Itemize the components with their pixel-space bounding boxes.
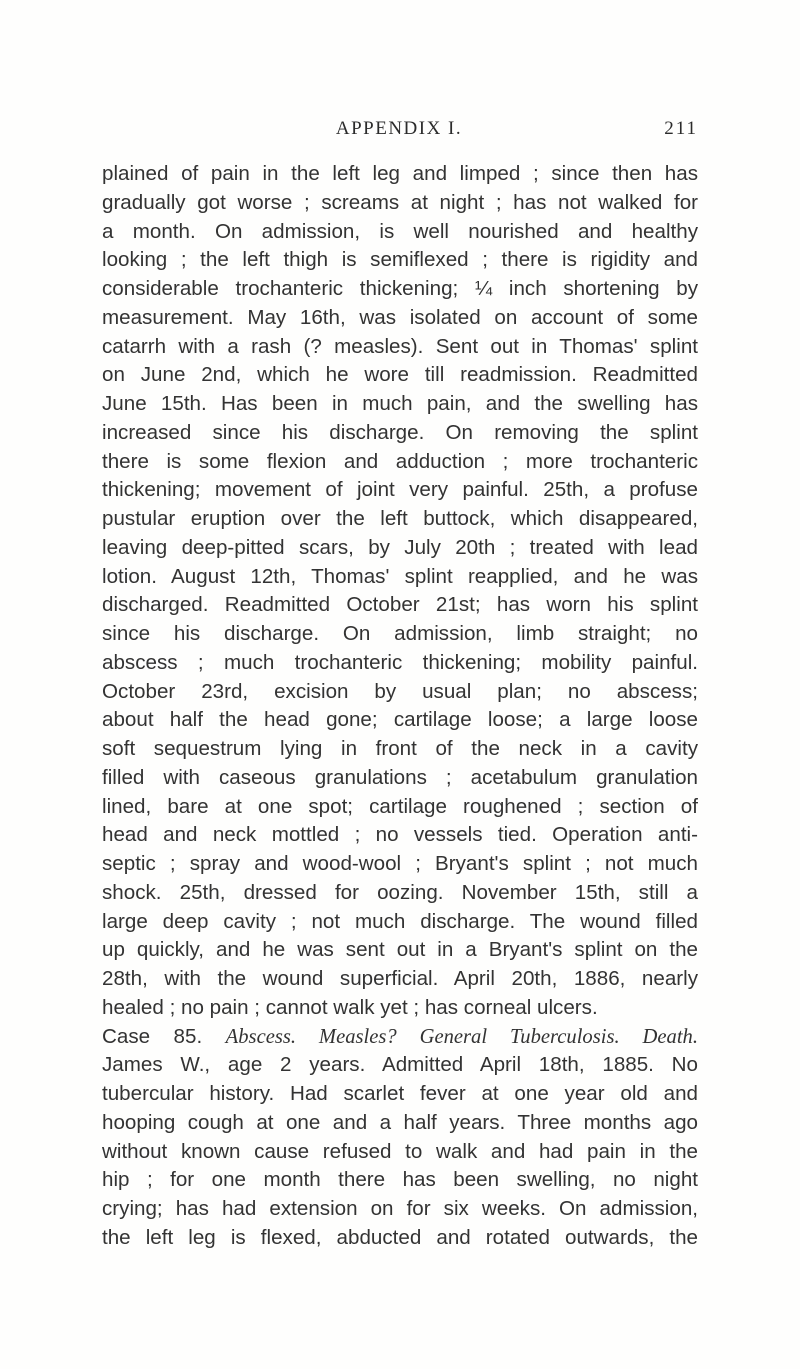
- text-line: pustular eruption over the left buttock, which disappeared,: [102, 507, 698, 530]
- case-title: Abscess. Measles? General Tuberculosis. Death.: [225, 1025, 698, 1048]
- text-line: June 15th. Has been in much pain, and the swelling has: [102, 392, 698, 415]
- text-line: abscess ; much trochanteric thickening; mobility painful.: [102, 650, 698, 674]
- text-line: James W., age 2 years. Admitted April 18th, 1885. No: [102, 1053, 698, 1077]
- text-line: about half the head gone; cartilage loose; a large loose: [102, 708, 698, 732]
- text-line: thickening; movement of joint very painful. 25th, a profuse: [102, 478, 698, 502]
- page-number: 211: [664, 118, 698, 139]
- text-line: October 23rd, excision by usual plan; no abscess;: [102, 679, 698, 703]
- body-text: [102, 160, 698, 1253]
- text-line: soft sequestrum lying in front of the neck in a cavity: [102, 737, 698, 760]
- text-line: increased since his discharge. On removing the splint: [102, 420, 698, 444]
- text-line: leaving deep-pitted scars, by July 20th ; treated with lead: [102, 535, 698, 559]
- text-line: hip ; for one month there has been swelling, no night: [102, 1168, 698, 1192]
- text-line: discharged. Readmitted October 21st; has worn his splint: [102, 593, 698, 617]
- case-84-continuation: [102, 160, 698, 1023]
- text-line: looking ; the left thigh is semiflexed ; there is rigidity and: [102, 248, 698, 272]
- text-line: considerable trochanteric thickening; ¼ inch shortening by: [102, 277, 698, 300]
- text-line: a month. On admission, is well nourished and healthy: [102, 219, 698, 243]
- text-line: gradually got worse ; screams at night ; has not walked for: [102, 190, 698, 214]
- text-line: crying; has had extension on for six weeks. On admission,: [102, 1197, 698, 1220]
- text-line: filled with caseous granulations ; acetabulum granulation: [102, 765, 698, 789]
- text-line: there is some flexion and adduction ; more trochanteric: [102, 449, 698, 473]
- text-line: without known cause refused to walk and had pain in the: [102, 1139, 698, 1163]
- text-line: shock. 25th, dressed for oozing. November 15th, still a: [102, 880, 698, 904]
- text-line: lotion. August 12th, Thomas' splint reapplied, and he was: [102, 564, 698, 588]
- case-heading-line: [102, 1023, 698, 1052]
- page-header: [102, 118, 800, 146]
- text-line: lined, bare at one spot; cartilage roughened ; section of: [102, 794, 698, 818]
- text-line: 28th, with the wound superficial. April 20th, 1886, nearly: [102, 967, 698, 990]
- text-line: large deep cavity ; not much discharge. The wound filled: [102, 909, 698, 933]
- case-number: Case 85.: [102, 1024, 203, 1048]
- text-line: up quickly, and he was sent out in a Bryant's splint on the: [102, 938, 698, 962]
- text-line: since his discharge. On admission, limb straight; no: [102, 622, 698, 645]
- text-line: septic ; spray and wood-wool ; Bryant's splint ; not much: [102, 852, 698, 875]
- case-85-text: [102, 1051, 698, 1252]
- text-line: plained of pain in the left leg and limped ; since then has: [102, 162, 698, 185]
- running-title: APPENDIX I.: [335, 118, 463, 139]
- text-line: catarrh with a rash (? measles). Sent out in Thomas' splint: [102, 334, 698, 358]
- text-line: measurement. May 16th, was isolated on account of some: [102, 305, 698, 329]
- text-line: tubercular history. Had scarlet fever at one year old and: [102, 1082, 698, 1105]
- text-line: head and neck mottled ; no vessels tied. Operation anti-: [102, 823, 698, 847]
- text-line: hooping cough at one and a half years. Three months ago: [102, 1110, 698, 1134]
- text-line: on June 2nd, which he wore till readmission. Readmitted: [102, 363, 698, 387]
- text-line: healed ; no pain ; cannot walk yet ; has corneal ulcers.: [102, 995, 598, 1019]
- text-line: the left leg is flexed, abducted and rotated outwards, the: [102, 1225, 698, 1249]
